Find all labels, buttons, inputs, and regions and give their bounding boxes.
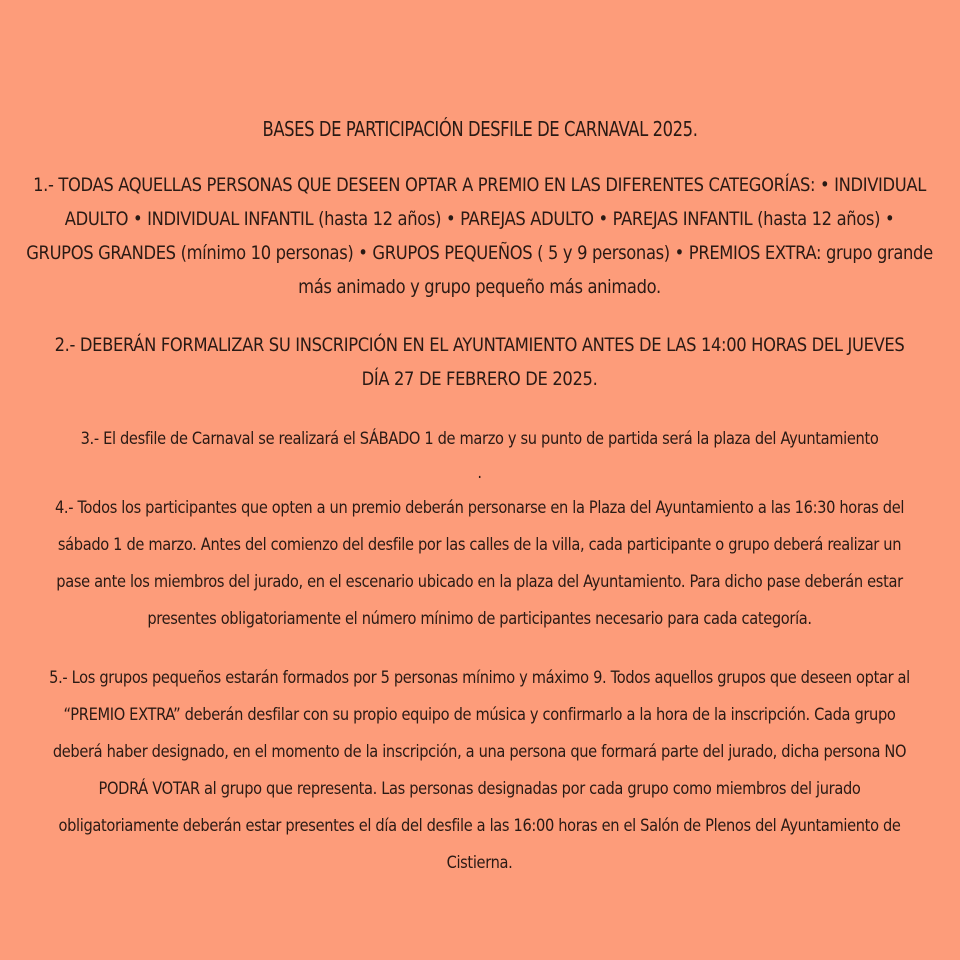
document-title: BASES DE PARTICIPACIÓN DESFILE DE CARNAVAL 2025. bbox=[262, 117, 698, 141]
rule-1-paragraph: 1.- TODAS AQUELLAS PERSONAS QUE DESEEN OPTAR A PREMIO EN LAS DIFERENTES CATEGORÍAS: • INDIVIDUAL ADULTO • INDIVIDUAL INFANTIL (hasta 12 años) • PAREJAS ADULTO • PAREJAS INFANTIL (hasta 12 años) • GRUPOS GRANDES (mínimo 10 personas) • GRUPOS PEQUEÑOS ( 5 y 9 personas) • PREMIOS EXTRA: grupo grande más animado y grupo pequeño más animado. bbox=[26, 174, 934, 298]
rule-2-paragraph: 2.- DEBERÁN FORMALIZAR SU INSCRIPCIÓN EN EL AYUNTAMIENTO ANTES DE LAS 14:00 HORAS DEL JUEVES DÍA 27 DE FEBRERO DE 2025. bbox=[55, 334, 905, 390]
rule-5-paragraph: 5.- Los grupos pequeños estarán formados por 5 personas mínimo y máximo 9. Todos aquellos grupos que deseen optar al “PREMIO EXTRA” deberán desfilar con su propio equipo de música y confirmarlo a la hora de la inscripción. Cada grupo deberá haber designado, en el momento de la inscripción, a una persona que formará parte del jurado, dicha persona NO PODRÁ VOTAR al grupo que representa. Las personas designadas por cada grupo como miembros del jurado obligatoriamente deberán estar presentes el día del desfile a las 16:00 horas en el Salón de Plenos del Ayuntamiento de Cistierna. bbox=[49, 668, 911, 873]
rule-4-paragraph: 4.- Todos los participantes que opten a un premio deberán personarse en la Plaza del Ayuntamiento a las 16:30 horas del sábado 1 de marzo. Antes del comienzo del desfile por las calles de la villa, cada participante o grupo deberá realizar un pase ante los miembros del jurado, en el escenario ubicado en la plaza del Ayuntamiento. Para dicho pase deberán estar presentes obligatoriamente el número mínimo de participantes necesario para cada categoría. bbox=[55, 498, 905, 629]
rule-3-paragraph: 3.- El desfile de Carnaval se realizará el SÁBADO 1 de marzo y su punto de partida será la plaza del Ayuntamiento . bbox=[81, 429, 879, 483]
